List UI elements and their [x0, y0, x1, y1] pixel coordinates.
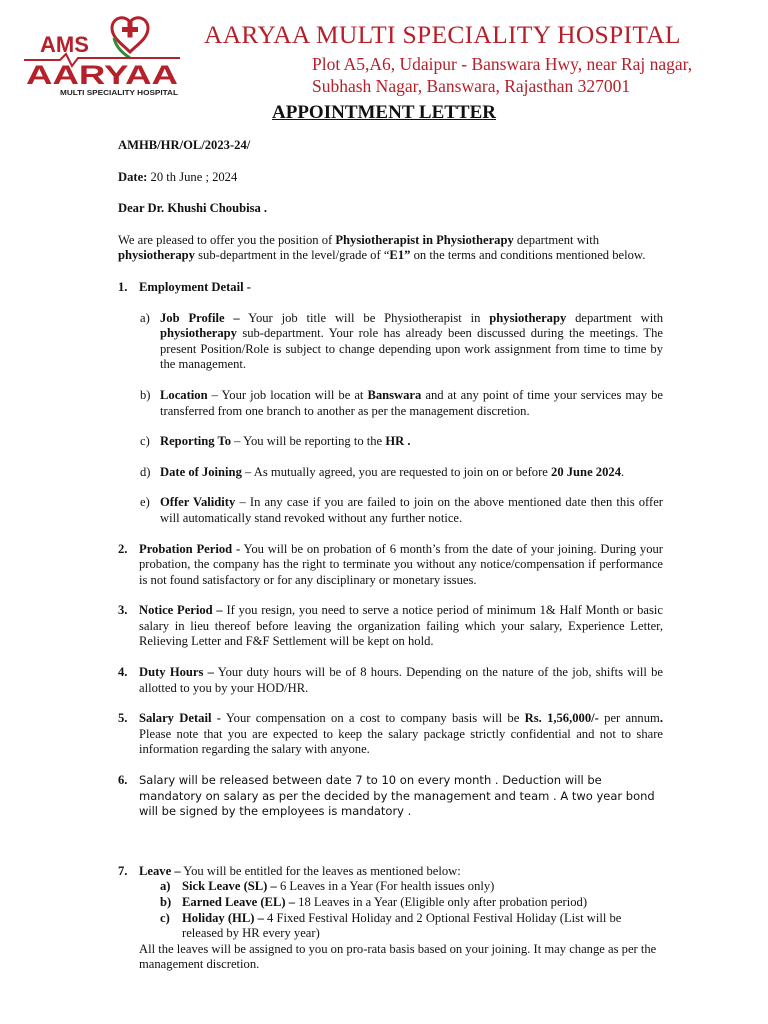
- item-text: You will be on probation of 6 month’s from the date of your joining. During your probation, the company has the right to terminate you without any notice/compensation if performance is not found satisfactory or for any disciplinary or monetary issues.: [139, 541, 663, 587]
- subitem-title: Reporting To: [160, 434, 232, 449]
- subitem-bold: 20 June 2024: [551, 464, 621, 479]
- item-text: Your compensation on a cost to company basis will be: [220, 711, 525, 726]
- item-number: 7.: [118, 863, 128, 878]
- subitem-text: 6 Leaves in a Year (For health issues only): [276, 879, 495, 894]
- salary-release-item: [118, 773, 663, 820]
- hospital-name: AARYAA MULTI SPECIALITY HOSPITAL: [204, 20, 681, 49]
- subitem-text: – You will be reporting to the: [231, 434, 386, 449]
- duty-hours-item: [118, 665, 663, 696]
- subitem-title: Offer Validity: [160, 495, 236, 510]
- item-number: 2.: [118, 541, 128, 556]
- subitem-label: c): [160, 910, 170, 925]
- item-number: 5.: [118, 711, 128, 726]
- letter-body: [118, 134, 663, 973]
- date-of-joining-subitem: [118, 465, 663, 481]
- reporting-to-subitem: [118, 434, 663, 450]
- subitem-label: d): [140, 464, 151, 479]
- item-text: Your duty hours will be of 8 hours. Depending on the nature of the job, shifts will be allotted to you by your HOD/HR.: [139, 665, 663, 695]
- subitem-label: b): [160, 895, 172, 909]
- subitem-bold: physiotherapy: [489, 310, 567, 325]
- subitem-label: e): [140, 495, 150, 510]
- subitem-title: Holiday (HL) –: [182, 910, 264, 925]
- notice-period-item: [118, 603, 663, 650]
- subitem-text: 18 Leaves in a Year (Eligible only after probation period): [295, 895, 588, 909]
- item-text: Salary will be released between date 7 to 10 on every month . Deduction will be mandatory on salary as per the decided by the management and team . A two year bond will be signed by the employees is mandatory .: [139, 773, 655, 819]
- date-label: Date:: [118, 169, 148, 184]
- greeting: Dear Dr. Khushi Choubisa .: [118, 201, 268, 216]
- subitem-bold: Banswara: [367, 387, 422, 402]
- subitem-bold: HR .: [385, 434, 411, 449]
- subitem-text: sub-department. Your role has already been discussed during the meetings. The present Position/Role is subject to change depending upon work assignment from time to time by the management.: [160, 326, 663, 372]
- subitem-text: Your job title will be Physiotherapist in: [239, 310, 490, 325]
- location-subitem: [118, 388, 663, 419]
- subitem-title: Job Profile –: [160, 310, 240, 325]
- logo-main-text: AARYAA: [26, 60, 178, 90]
- probation-period-item: [118, 542, 663, 589]
- item-title: Probation Period -: [139, 541, 241, 556]
- item-title: Notice Period –: [139, 603, 223, 618]
- salary-detail-item: [118, 711, 663, 758]
- logo-top-text: AMS: [40, 32, 89, 57]
- subitem-text: – Your job location will be at: [207, 387, 368, 402]
- subitem-title: Earned Leave (EL) –: [182, 895, 295, 909]
- date-line: [118, 170, 663, 186]
- subitem-text: .: [621, 464, 625, 479]
- salary-amount: Rs. 1,56,000/-: [524, 711, 599, 726]
- intro-grade: E1”: [389, 248, 411, 263]
- date-value: 20 th June ; 2024: [147, 169, 238, 184]
- leave-footer-note: All the leaves will be assigned to you on pro-rata basis based on your joining. It may change as per the management discretion.: [139, 941, 657, 972]
- employment-detail-item: [118, 280, 663, 296]
- offer-validity-subitem: [118, 495, 663, 526]
- subitem-label: b): [140, 387, 151, 402]
- intro-position: Physiotherapist in Physiotherapy: [335, 232, 514, 247]
- item-text: per annum: [598, 711, 660, 726]
- intro-subdept: physiotherapy: [118, 248, 195, 263]
- intro-text: We are pleased to offer you the position of: [118, 232, 336, 247]
- item-number: 6.: [118, 773, 128, 788]
- letterhead: [0, 0, 768, 100]
- item-title: Employment Detail -: [139, 279, 251, 294]
- address-line-1: Plot A5,A6, Udaipur - Banswara Hwy, near Raj nagar,: [312, 54, 693, 74]
- intro-text: on the terms and conditions mentioned below.: [410, 248, 646, 263]
- item-text: .: [659, 711, 663, 726]
- subitem-title: Sick Leave (SL) –: [182, 879, 277, 894]
- subitem-text: – In any case if you are failed to join on the above mentioned date then this offer will automatically stand revoked without any further notice.: [160, 495, 663, 525]
- subitem-text: – As mutually agreed, you are requested to join on or before: [241, 464, 552, 479]
- leave-item: [118, 864, 663, 880]
- logo-sub-text: MULTI SPECIALITY HOSPITAL: [60, 90, 179, 97]
- item-title: Duty Hours –: [139, 665, 214, 680]
- item-text: Please note that you are expected to keep the salary package strictly confidential and not to share information regarding the salary with anyone.: [139, 726, 663, 757]
- item-title: Salary Detail -: [139, 711, 221, 726]
- letter-title: APPOINTMENT LETTER: [272, 102, 496, 123]
- subitem-label: a): [140, 310, 150, 325]
- earned-leave-subitem: [118, 895, 663, 911]
- subitem-title: Date of Joining: [160, 464, 242, 479]
- address-line-2: Subhash Nagar, Banswara, Rajasthan 327001: [312, 76, 631, 96]
- intro-text: department with: [513, 232, 600, 247]
- reference-number: AMHB/HR/OL/2023-24/: [118, 138, 251, 152]
- holiday-subitem: [118, 911, 663, 942]
- item-number: 4.: [118, 665, 128, 680]
- hospital-logo: [20, 14, 188, 98]
- subitem-text: department with: [566, 310, 663, 325]
- subitem-text: and at any point of time your services may be transferred from one branch to another as per the management discretion.: [160, 387, 663, 418]
- item-title: Leave –: [139, 863, 181, 878]
- intro-text: sub-department in the level/grade of “: [194, 248, 390, 263]
- subitem-bold: physiotherapy: [160, 326, 237, 341]
- item-number: 1.: [118, 279, 128, 294]
- sick-leave-subitem: [118, 879, 663, 895]
- job-profile-subitem: [118, 311, 663, 373]
- subitem-text: 4 Fixed Festival Holiday and 2 Optional Festival Holiday (List will be released by HR every year): [182, 910, 622, 941]
- item-number: 3.: [118, 603, 128, 618]
- subitem-label: c): [140, 434, 150, 449]
- item-text: If you resign, you need to serve a notice period of minimum 1& Half Month or basic salary in lieu thereof before leaving the organization failing which your salary, Experience Letter, Relieving Letter and F&F Settlement will be kept on hold.: [139, 603, 663, 649]
- subitem-title: Location: [160, 387, 208, 402]
- item-text: You will be entitled for the leaves as mentioned below:: [180, 863, 461, 878]
- subitem-label: a): [160, 879, 171, 894]
- intro-paragraph: [118, 233, 663, 264]
